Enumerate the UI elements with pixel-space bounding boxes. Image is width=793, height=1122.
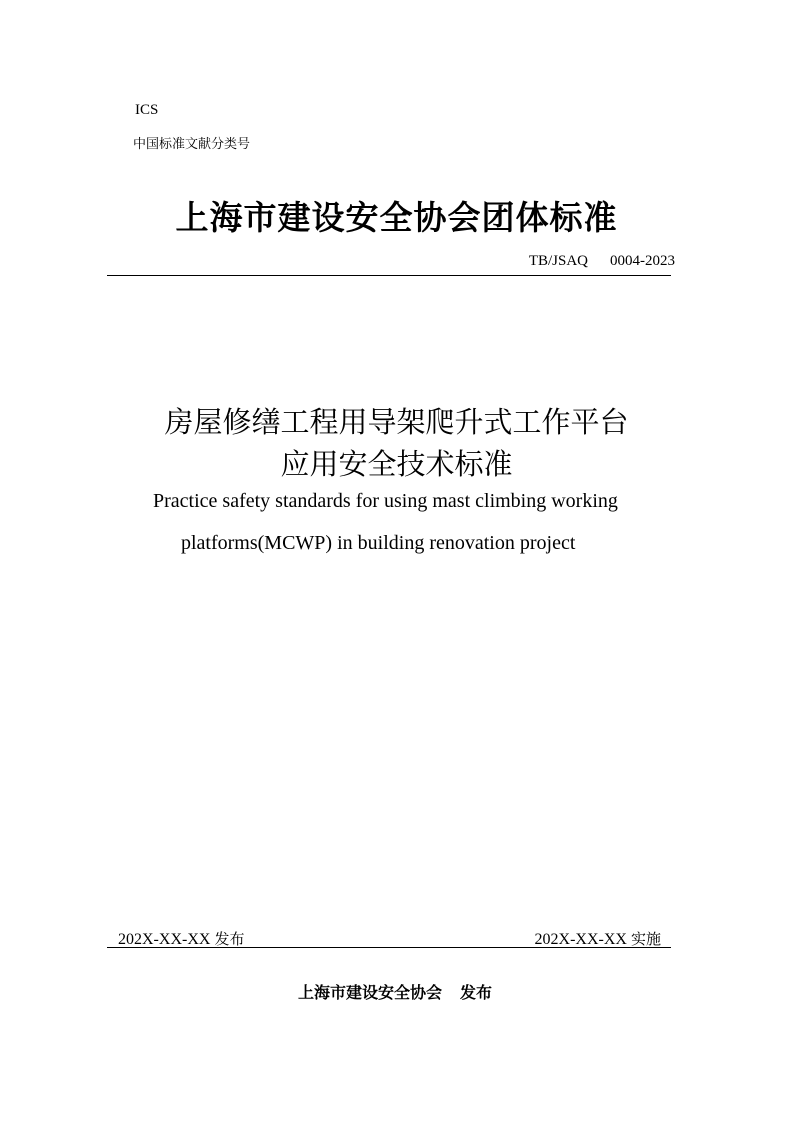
publisher bbox=[298, 980, 492, 1003]
effective-date-value: 202X-XX-XX bbox=[534, 931, 627, 948]
effective-date-label: 实施 bbox=[630, 930, 661, 948]
publish-date-label: 发布 bbox=[214, 930, 245, 948]
organization-title: 上海市建设安全协会团体标准 bbox=[175, 198, 618, 237]
publish-date-value: 202X-XX-XX bbox=[118, 931, 211, 948]
classification-label: 中国标准文献分类号 bbox=[133, 137, 251, 152]
title-en-line1: Practice safety standards for using mast climbing working bbox=[153, 490, 618, 512]
top-divider bbox=[107, 275, 671, 276]
standard-code-number: 0004-2023 bbox=[610, 253, 675, 269]
publisher-label: 发布 bbox=[460, 983, 493, 1002]
publisher-name: 上海市建设安全协会 bbox=[298, 983, 443, 1002]
ics-label: ICS bbox=[135, 102, 159, 118]
title-en-line2: platforms(MCWP) in building renovation project bbox=[181, 532, 576, 554]
standard-code bbox=[529, 253, 675, 270]
effective-date bbox=[535, 928, 661, 949]
publish-date bbox=[118, 928, 244, 949]
title-cn-line1: 房屋修缮工程用导架爬升式工作平台 bbox=[164, 405, 629, 439]
bottom-divider bbox=[107, 947, 671, 948]
title-cn-line2: 应用安全技术标准 bbox=[280, 447, 513, 481]
standard-code-prefix: TB/JSAQ bbox=[528, 253, 588, 269]
